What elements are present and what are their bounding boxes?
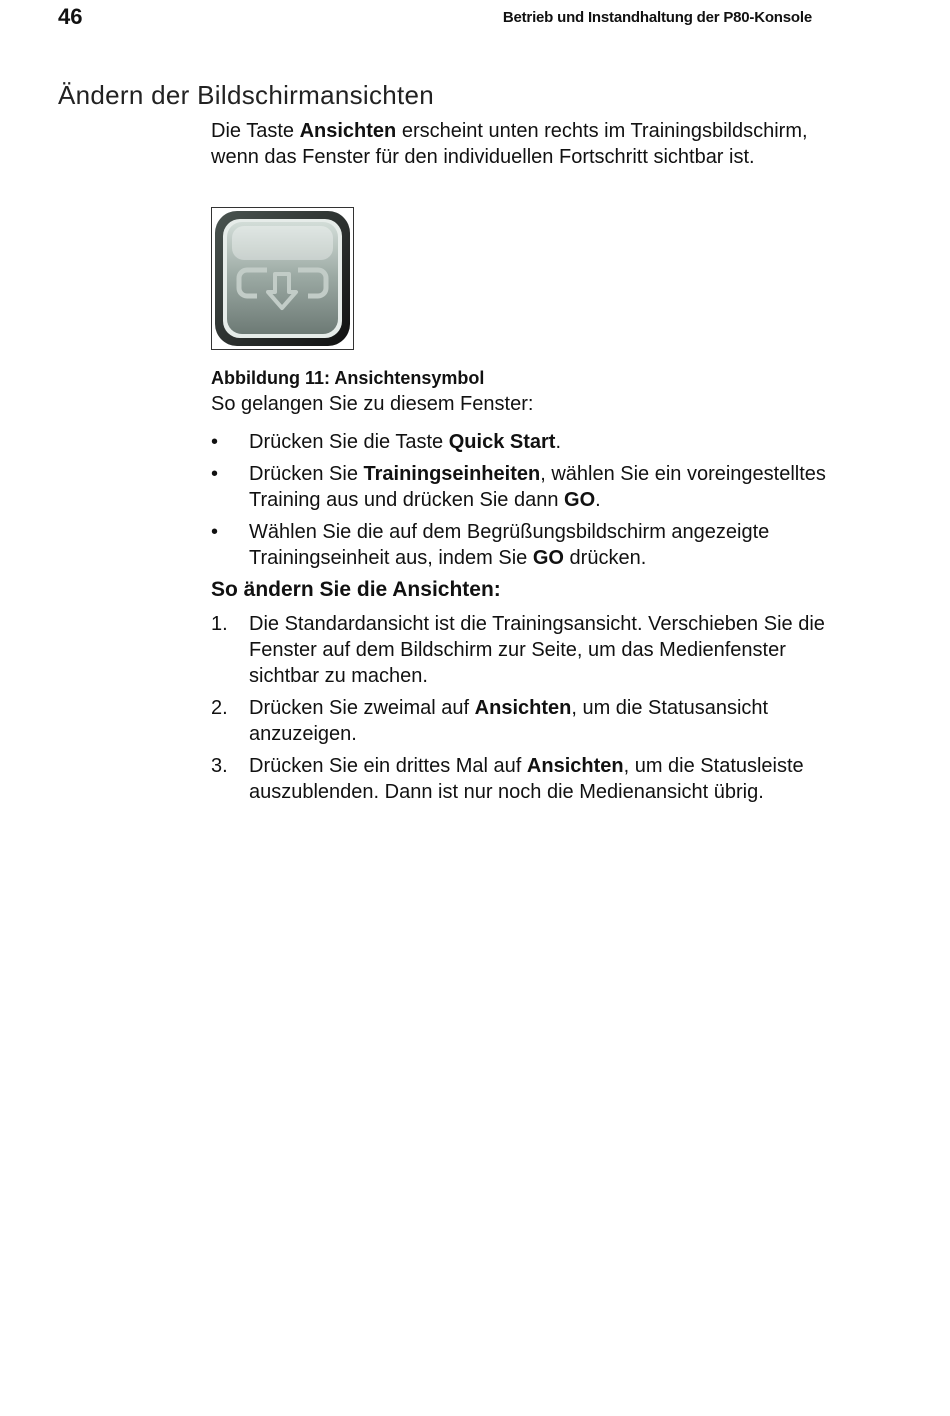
intro-paragraph [211,118,831,170]
item-text: . [555,431,562,453]
item-text: , wählen Sie ein voreingestelltes Training aus und drücken Sie dann [249,463,826,511]
content-body [211,118,831,811]
step-number: 3. [211,755,228,777]
step-text: , um die Statusleiste auszublenden. Dann ist nur noch die Medienansicht übrig. [249,755,804,803]
views-icon [211,207,354,350]
step-number: 1. [211,613,228,635]
list-item [211,519,831,571]
step-bold: Ansichten [474,697,572,719]
item-bold: GO [564,489,596,511]
item-text: Drücken Sie die Taste [249,431,449,453]
list-item [211,461,831,513]
list-item [211,753,831,805]
bullet-marker: • [211,431,219,453]
intro-text-1: Die Taste [211,120,300,142]
figure-caption: Abbildung 11: Ansichtensymbol [211,368,485,388]
item-bold: Quick Start [448,431,556,453]
procedure-heading: So ändern Sie die Ansichten: [211,578,501,601]
list-item [211,611,831,689]
item-text: . [595,489,601,511]
access-list [211,429,831,571]
step-bold: Ansichten [526,755,624,777]
bullet-marker: • [211,521,219,543]
intro-bold: Ansichten [299,120,397,142]
views-icon-graphic [212,208,353,349]
access-lead: So gelangen Sie zu diesem Fenster: [211,393,534,415]
item-text: Drücken Sie [249,463,364,485]
item-bold: Trainingseinheiten [363,463,541,485]
step-text: , um die Statusansicht anzuzeigen. [249,697,769,745]
step-text: Die Standardansicht ist die Trainingsansicht. Verschieben Sie die Fenster auf dem Bildschirm zur Seite, um das Medienfenster sichtbar zu machen. [249,613,825,687]
step-number: 2. [211,697,228,719]
section-title: Ändern der Bildschirmansichten [58,80,435,110]
list-item [211,429,831,455]
running-header: Betrieb und Instandhaltung der P80-Konsole [502,9,812,26]
step-text: Drücken Sie zweimal auf [249,697,475,719]
bullet-marker: • [211,463,219,485]
item-bold: GO [532,547,564,569]
item-text: drücken. [563,547,647,569]
procedure-steps [211,611,831,805]
intro-text-2: erscheint unten rechts im Trainingsbildschirm, wenn das Fenster für den individuellen Fortschritt sichtbar ist. [211,120,808,168]
page-number: 46 [58,4,83,29]
item-text: Wählen Sie die auf dem Begrüßungsbildschirm angezeigte Trainingseinheit aus, indem Sie [249,521,770,569]
step-text: Drücken Sie ein drittes Mal auf [249,755,527,777]
list-item [211,695,831,747]
